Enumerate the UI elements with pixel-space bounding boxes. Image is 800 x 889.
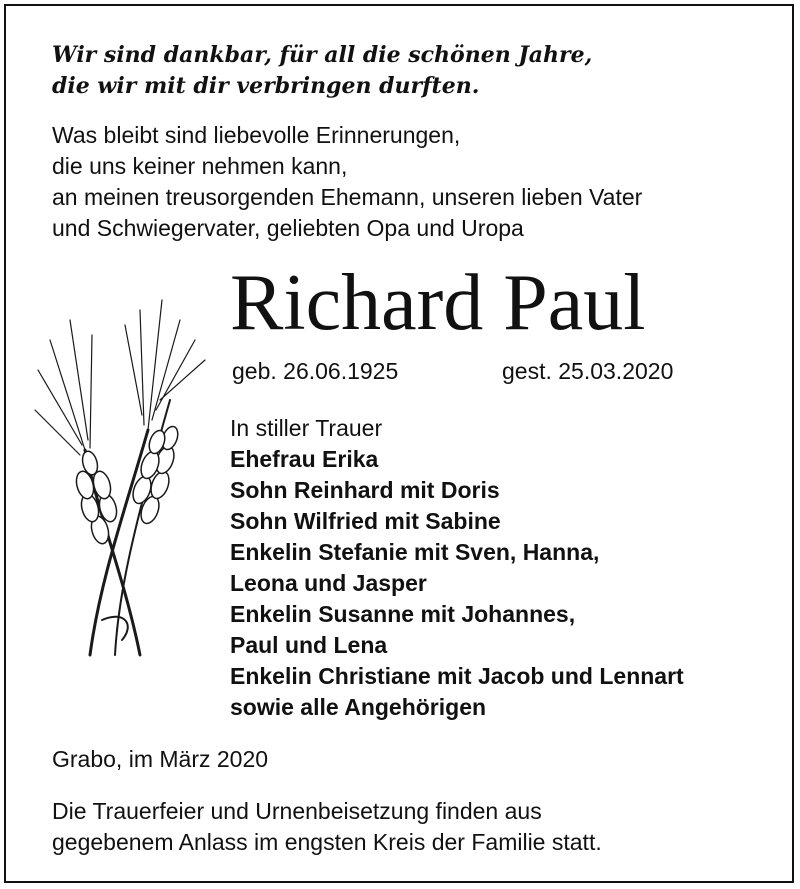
funeral-notice [52, 796, 782, 858]
intro-line: die uns keiner nehmen kann, [52, 153, 348, 179]
mourner-line: Enkelin Christiane mit Jacob und Lennart [230, 663, 684, 689]
mourner-line: Paul und Lena [230, 632, 388, 658]
mourner-line: Sohn Wilfried mit Sabine [230, 508, 501, 534]
intro-line: an meinen treusorgenden Ehemann, unseren lieben Vater [52, 184, 643, 210]
birth-date: geb. 26.06.1925 [232, 358, 399, 384]
memorial-quote [52, 40, 772, 102]
death-date: gest. 25.03.2020 [502, 358, 674, 384]
place-date: Grabo, im März 2020 [52, 746, 269, 772]
notice-line: gegebenem Anlass im engsten Kreis der Familie statt. [52, 829, 602, 855]
deceased-name: Richard Paul [230, 259, 646, 347]
mourner-line: Enkelin Stefanie mit Sven, Hanna, [230, 539, 600, 565]
mourner-line: Ehefrau Erika [230, 446, 379, 472]
mourner-line: Sohn Reinhard mit Doris [230, 477, 500, 503]
intro-line: und Schwiegervater, geliebten Opa und Uropa [52, 215, 524, 241]
mourners-list [230, 413, 780, 723]
life-dates [232, 356, 674, 386]
notice-line: Die Trauerfeier und Urnenbeisetzung finden aus [52, 798, 542, 824]
mourners-heading: In stiller Trauer [230, 415, 383, 441]
mourner-line: Leona und Jasper [230, 570, 427, 596]
mourner-line: Enkelin Susanne mit Johannes, [230, 601, 576, 627]
mourner-line: sowie alle Angehörigen [230, 694, 487, 720]
intro-line: Was bleibt sind liebevolle Erinnerungen, [52, 122, 461, 148]
quote-line: Wir sind dankbar, für all die schönen Jahre, [52, 42, 593, 68]
intro-text [52, 120, 782, 244]
wheat-ears-icon [30, 280, 210, 660]
quote-line: die wir mit dir verbringen durften. [52, 73, 480, 99]
